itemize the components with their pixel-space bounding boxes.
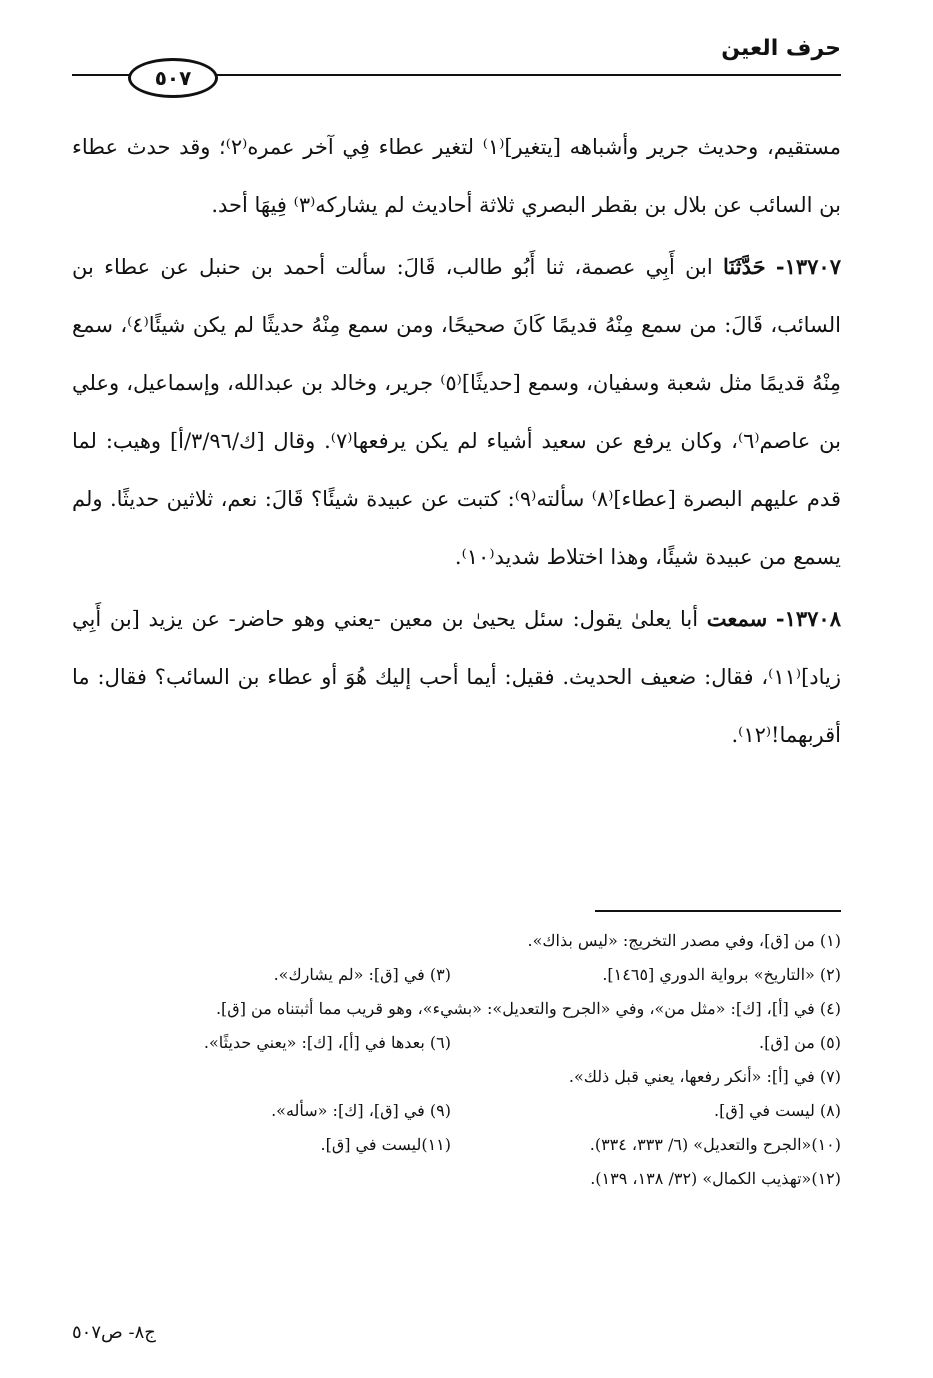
- paragraph-13708: [72, 590, 841, 764]
- footnote-6: (٦) بعدها في [أ]، [ك]: «يعني حديثًا».: [203, 1033, 451, 1052]
- footnote-row: [72, 1162, 841, 1196]
- footnote-1: (١) من [ق]، وفي مصدر التخريج: «ليس بذاك».: [527, 931, 841, 950]
- footnote-10: (١٠)«الجرح والتعديل» (٦/ ٣٣٣، ٣٣٤).: [589, 1135, 841, 1154]
- paragraph-text: ابن أَبِي عصمة، ثنا أَبُو طالب، قَالَ: سألت أحمد بن حنبل عن عطاء بن السائب، قَالَ: من سمع مِنْهُ قديمًا كَانَ صحيحًا، ومن سمع مِنْهُ حديثًا لم يكن شيئًا⁽٤⁾، سمع مِنْهُ قديمًا مثل شعبة وسفيان، وسمع [حديثًا]⁽٥⁾ جرير، وخالد بن عبدالله، وإسماعيل، وعلي بن عاصم⁽٦⁾، وكان يرفع عن سعيد أشياء لم يكن يرفعها⁽٧⁾. وقال [ك/٣/٩٦/أ] وهيب: لما قدم عليهم البصرة [عطاء]⁽٨⁾ سألته⁽٩⁾: كتبت عن عبيدة شيئًا؟ قَالَ: نعم، ثلاثين حديثًا. ولم يسمع من عبيدة شيئًا، وهذا اختلاط شديد⁽١٠⁾.: [72, 255, 841, 569]
- narration-keyword: سمعت: [706, 606, 768, 631]
- hadith-number: ١٣٧٠٧-: [775, 254, 841, 279]
- footnote-rule: [595, 910, 841, 912]
- volume-page-ref: ج٨- ص٥٠٧: [72, 1322, 156, 1343]
- footnote-row: [72, 992, 841, 1026]
- footnote-7: (٧) في [أ]: «أنكر رفعها، يعني قبل ذلك».: [568, 1067, 841, 1086]
- hadith-number: ١٣٧٠٨-: [775, 606, 841, 631]
- footnote-row: [72, 958, 841, 992]
- footnote-row: [72, 1094, 841, 1128]
- footnote-5: (٥) من [ق].: [759, 1033, 841, 1052]
- footnote-11: (١١)ليست في [ق].: [320, 1135, 451, 1154]
- footnote-3: (٣) في [ق]: «لم يشارك».: [273, 965, 451, 984]
- page-number: ٥٠٧: [128, 58, 218, 98]
- footnote-8: (٨) ليست في [ق].: [714, 1101, 841, 1120]
- footnote-row: [72, 1128, 841, 1162]
- footnote-9: (٩) في [ق]، [ك]: «سأله».: [271, 1101, 451, 1120]
- narration-keyword: حَدَّثَنَا: [723, 254, 766, 279]
- paragraph-1: مستقيم، وحديث جرير وأشباهه [يتغير]⁽١⁾ لتغير عطاء فِي آخر عمره⁽٢⁾؛ وقد حدث عطاء بن السائب عن بلال بن بقطر البصري ثلاثة أحاديث لم يشاركه⁽٣⁾ فِيهَا أحد.: [72, 135, 841, 217]
- footnote-row: [72, 924, 841, 958]
- paragraph-text: أبا يعلىٰ يقول: سئل يحيىٰ بن معين -يعني وهو حاضر- عن يزيد [بن أَبِي زياد]⁽١١⁾، فقال: ضعيف الحديث. فقيل: أيما أحب إليك هُوَ أو عطاء بن السائب؟ فقال: ما أقربهما!⁽١٢⁾.: [72, 607, 841, 747]
- footnote-2: (٢) «التاريخ» برواية الدوري [١٤٦٥].: [602, 965, 841, 984]
- running-title: حرف العين: [721, 36, 841, 61]
- footnote-row: [72, 1026, 841, 1060]
- footnote-row: [72, 1060, 841, 1094]
- footnotes: [72, 924, 841, 1196]
- footnote-4: (٤) في [أ]، [ك]: «مثل من»، وفي «الجرح والتعديل»: «بشيء»، وهو قريب مما أثبتناه من [ق].: [215, 999, 841, 1018]
- footnote-12: (١٢)«تهذيب الكمال» (٣٢/ ١٣٨، ١٣٩).: [590, 1169, 841, 1188]
- paragraph-13707: [72, 238, 841, 586]
- main-text: [72, 118, 841, 764]
